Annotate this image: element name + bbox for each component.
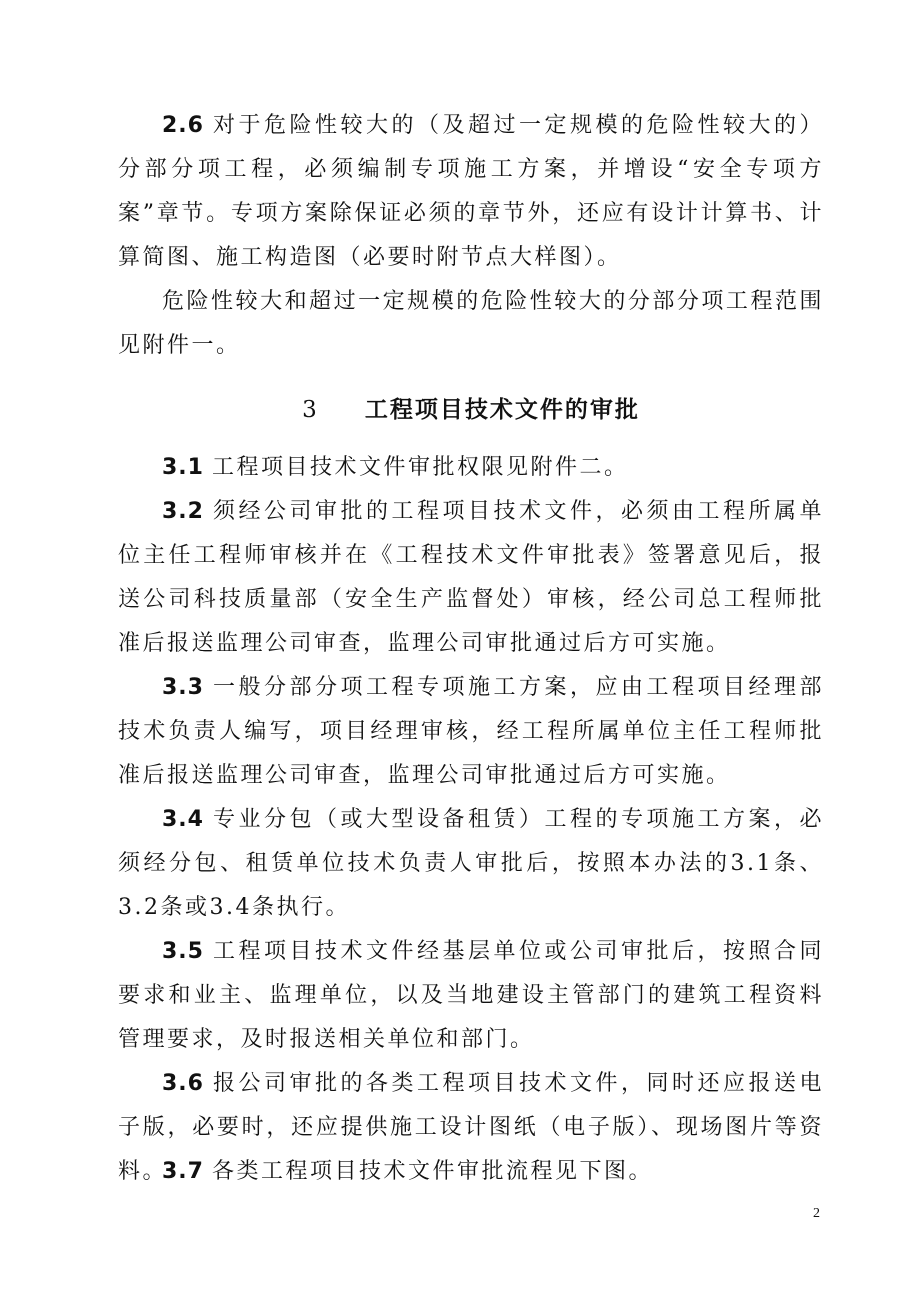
paragraph-3-5 [118,930,824,1062]
paragraph-number: 3.4 [162,807,204,832]
paragraph-2-6 [118,104,824,280]
paragraph-2-6-appendix [118,280,824,368]
paragraph-text: 专业分包（或大型设备租赁）工程的专项施工方案，必须经分包、租赁单位技术负责人审批后，按照本办法的3.1条、3.2条或3.4条执行。 [118,807,824,920]
section-heading [118,384,824,436]
paragraph-number: 3.2 [162,499,204,524]
section-number: 3 [302,397,319,423]
paragraph-text: 报公司审批的各类工程项目技术文件，同时还应报送电子版，必要时，还应提供施工设计图纸（电子版）、现场图片等资料。 [118,1071,824,1184]
paragraph-3-2 [118,490,824,666]
paragraph-text: 对于危险性较大的（及超过一定规模的危险性较大的）分部分项工程，必须编制专项施工方案，并增设“安全专项方案”章节。专项方案除保证必须的章节外，还应有设计计算书、计算简图、施工构造图（必要时附节点大样图）。 [118,113,824,270]
paragraph-text: 危险性较大和超过一定规模的危险性较大的分部分项工程范围见附件一。 [118,289,824,358]
paragraph-text: 工程项目技术文件经基层单位或公司审批后，按照合同要求和业主、监理单位，以及当地建设主管部门的建筑工程资料管理要求，及时报送相关单位和部门。 [118,939,824,1052]
paragraph-text: 各类工程项目技术文件审批流程见下图。 [211,1159,653,1184]
paragraph-3-1 [118,446,824,490]
paragraph-number: 3.7 [162,1159,204,1184]
paragraph-text: 一般分部分项工程专项施工方案，应由工程项目经理部技术负责人编写，项目经理审核，经工程所属单位主任工程师批准后报送监理公司审查，监理公司审批通过后方可实施。 [118,675,824,788]
paragraph-3-7 [118,1150,824,1194]
paragraph-3-4 [118,798,824,930]
page-number: 2 [813,1206,820,1221]
paragraph-text: 须经公司审批的工程项目技术文件，必须由工程所属单位主任工程师审核并在《工程技术文件审批表》签署意见后，报送公司科技质量部（安全生产监督处）审核，经公司总工程师批准后报送监理公司审查，监理公司审批通过后方可实施。 [118,499,824,656]
paragraph-text: 工程项目技术文件审批权限见附件二。 [211,455,629,480]
paragraph-3-3 [118,666,824,798]
paragraph-number: 2.6 [162,113,204,138]
paragraph-number: 3.3 [162,675,204,700]
paragraph-number: 3.5 [162,939,204,964]
paragraph-number: 3.6 [162,1071,204,1096]
section-title: 工程项目技术文件的审批 [364,396,640,423]
paragraph-number: 3.1 [162,455,204,480]
